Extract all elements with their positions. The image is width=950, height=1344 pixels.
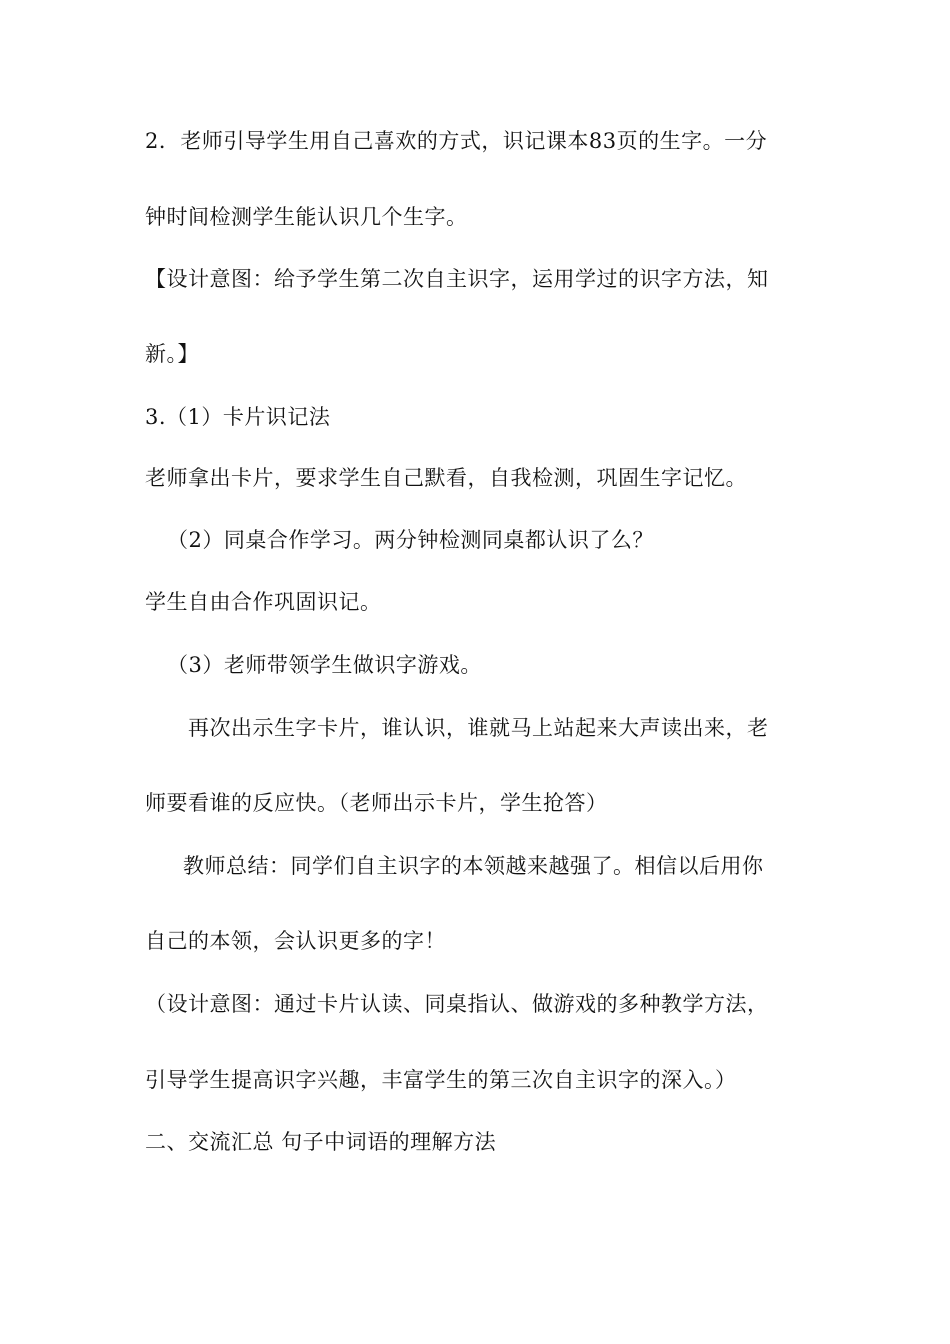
paragraph-line-9: （3）老师带领学生做识字游戏。 [167,653,482,677]
paragraph-line-13: 自己的本领，会认识更多的字！ [145,929,446,953]
paragraph-line-7: （2）同桌合作学习。两分钟检测同桌都认识了么？ [167,528,654,552]
paragraph-line-11: 师要看谁的反应快。（老师出示卡片，学生抢答） [145,791,608,815]
paragraph-line-3: 【设计意图：给予学生第二次自主识字，运用学过的识字方法，知 [145,267,769,291]
paragraph-line-6: 老师拿出卡片，要求学生自己默看，自我检测，巩固生字记忆。 [145,466,747,490]
paragraph-line-1: 2．老师引导学生用自己喜欢的方式，识记课本83页的生字。一分 [145,129,768,153]
paragraph-line-12: 教师总结：同学们自主识字的本领越来越强了。相信以后用你 [183,854,764,878]
section-heading-2: 二、交流汇总 句子中词语的理解方法 [145,1130,497,1154]
paragraph-line-8: 学生自由合作巩固识记。 [145,590,382,614]
paragraph-line-4: 新。】 [145,342,199,366]
paragraph-line-2: 钟时间检测学生能认识几个生字。 [145,205,468,229]
section-heading-3: 3.（1）卡片识记法 [145,405,331,429]
paragraph-line-15: 引导学生提高识字兴趣，丰富学生的第三次自主识字的深入。） [145,1068,737,1092]
paragraph-line-14: （设计意图：通过卡片认读、同桌指认、做游戏的多种教学方法， [145,992,769,1016]
paragraph-line-10: 再次出示生字卡片，谁认识，谁就马上站起来大声读出来，老 [188,716,769,740]
